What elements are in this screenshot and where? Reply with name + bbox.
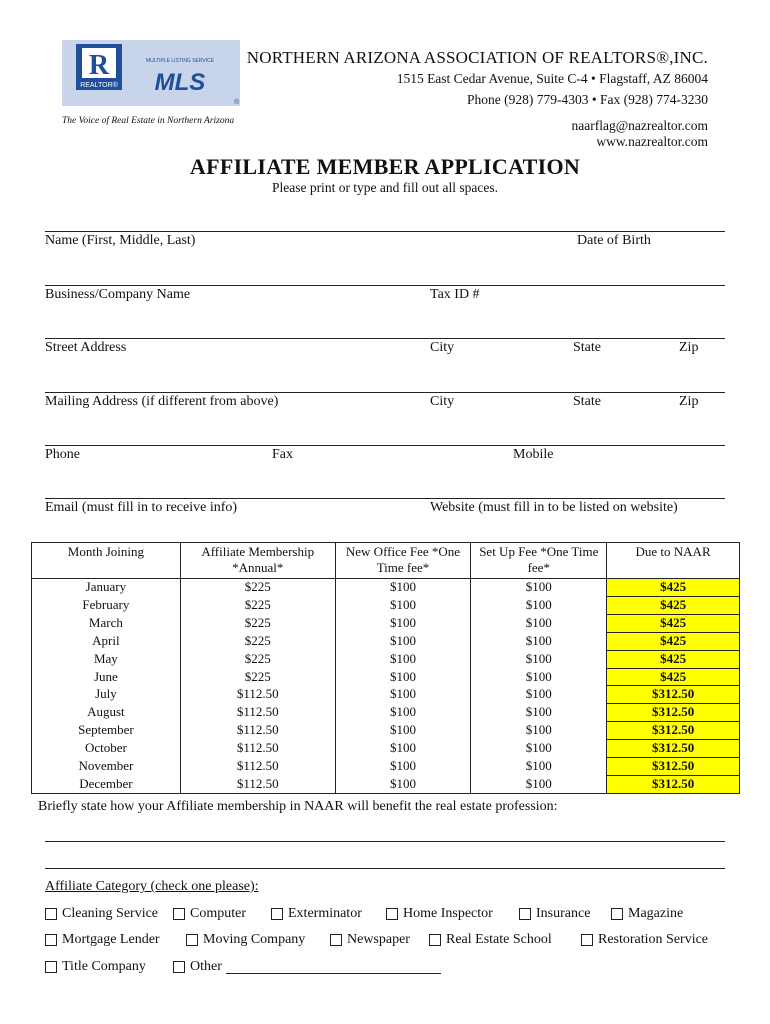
fee-table-header xyxy=(32,543,740,579)
cell-due-naar: $312.50 xyxy=(607,740,740,758)
checkbox-icon[interactable] xyxy=(271,908,283,920)
cell-month: July xyxy=(32,686,181,704)
checkbox-computer[interactable]: Computer xyxy=(173,906,246,922)
tagline: The Voice of Real Estate in Northern Arizona xyxy=(62,116,235,126)
org-website[interactable]: www.nazrealtor.com xyxy=(596,134,708,149)
cell-membership: $112.50 xyxy=(180,758,335,776)
cell-setup-fee: $100 xyxy=(471,668,607,686)
mailing-label: Mailing Address (if different from above) xyxy=(45,394,279,409)
cell-due-naar: $312.50 xyxy=(607,758,740,776)
cell-new-office-fee: $100 xyxy=(335,596,471,614)
cell-membership: $112.50 xyxy=(180,704,335,722)
name-line[interactable] xyxy=(45,231,725,232)
cell-month: October xyxy=(32,740,181,758)
cell-setup-fee: $100 xyxy=(471,596,607,614)
checkbox-icon[interactable] xyxy=(186,934,198,946)
cell-setup-fee: $100 xyxy=(471,686,607,704)
cell-membership: $225 xyxy=(180,668,335,686)
checkbox-home-inspector[interactable]: Home Inspector xyxy=(386,906,493,922)
organization-name: NORTHERN ARIZONA ASSOCIATION OF REALTORS®,INC. xyxy=(246,48,708,67)
cell-membership: $225 xyxy=(180,614,335,632)
cell-month: March xyxy=(32,614,181,632)
checkbox-icon[interactable] xyxy=(173,961,185,973)
cell-due-naar: $425 xyxy=(607,632,740,650)
checkbox-icon[interactable] xyxy=(386,908,398,920)
cell-setup-fee: $100 xyxy=(471,650,607,668)
answer-line-1[interactable] xyxy=(45,841,725,842)
cell-due-naar: $312.50 xyxy=(607,686,740,704)
table-row xyxy=(32,650,740,668)
checkbox-icon[interactable] xyxy=(581,934,593,946)
cell-membership: $225 xyxy=(180,650,335,668)
checkbox-icon[interactable] xyxy=(519,908,531,920)
mailing-state-label: State xyxy=(573,394,601,409)
cell-setup-fee: $100 xyxy=(471,758,607,776)
phone-label: Phone xyxy=(45,447,80,462)
cell-membership: $112.50 xyxy=(180,775,335,793)
checkbox-icon[interactable] xyxy=(45,934,57,946)
cell-setup-fee: $100 xyxy=(471,704,607,722)
org-phone-fax: Phone (928) 779-4303 • Fax (928) 774-3230 xyxy=(467,92,708,107)
svg-text:R: R xyxy=(88,50,110,81)
cell-due-naar: $312.50 xyxy=(607,722,740,740)
cell-setup-fee: $100 xyxy=(471,722,607,740)
cell-due-naar: $425 xyxy=(607,614,740,632)
cell-month: December xyxy=(32,775,181,793)
cell-month: May xyxy=(32,650,181,668)
cell-new-office-fee: $100 xyxy=(335,686,471,704)
logo-realtor-text: REALTOR® xyxy=(80,82,118,89)
table-row xyxy=(32,758,740,776)
checkbox-other[interactable]: Other xyxy=(173,959,441,975)
cell-month: January xyxy=(32,579,181,597)
cell-new-office-fee: $100 xyxy=(335,775,471,793)
cell-new-office-fee: $100 xyxy=(335,722,471,740)
fee-table xyxy=(31,542,740,794)
website-label: Website (must fill in to be listed on website) xyxy=(430,500,678,515)
cell-due-naar: $425 xyxy=(607,668,740,686)
table-row xyxy=(32,775,740,793)
cell-new-office-fee: $100 xyxy=(335,614,471,632)
checkbox-mortgage-lender[interactable]: Mortgage Lender xyxy=(45,932,160,948)
cell-membership: $225 xyxy=(180,632,335,650)
mailing-line[interactable] xyxy=(45,392,725,393)
cell-setup-fee: $100 xyxy=(471,775,607,793)
cell-membership: $112.50 xyxy=(180,686,335,704)
checkbox-cleaning-service[interactable]: Cleaning Service xyxy=(45,906,158,922)
checkbox-icon[interactable] xyxy=(45,908,57,920)
business-label: Business/Company Name xyxy=(45,287,191,302)
cell-new-office-fee: $100 xyxy=(335,758,471,776)
cell-setup-fee: $100 xyxy=(471,614,607,632)
cell-due-naar: $312.50 xyxy=(607,704,740,722)
name-label: Name (First, Middle, Last) xyxy=(45,233,196,248)
cell-membership: $112.50 xyxy=(180,722,335,740)
cell-new-office-fee: $100 xyxy=(335,650,471,668)
checkbox-insurance[interactable]: Insurance xyxy=(519,906,590,922)
header-new-office-fee: New Office Fee *One Time fee* xyxy=(335,543,471,579)
mobile-label: Mobile xyxy=(513,447,554,462)
table-row xyxy=(32,596,740,614)
email-label: Email (must fill in to receive info) xyxy=(45,500,238,515)
cell-due-naar: $425 xyxy=(607,596,740,614)
logo-small-text: MULTIPLE LISTING SERVICE xyxy=(145,58,215,64)
cell-new-office-fee: $100 xyxy=(335,632,471,650)
table-row xyxy=(32,614,740,632)
other-input-line[interactable] xyxy=(226,961,441,974)
zip-label: Zip xyxy=(679,340,699,355)
category-title: Affiliate Category (check one please): xyxy=(45,879,259,894)
checkbox-magazine[interactable]: Magazine xyxy=(611,906,683,922)
cell-new-office-fee: $100 xyxy=(335,740,471,758)
cell-due-naar: $425 xyxy=(607,579,740,597)
header-due-naar: Due to NAAR xyxy=(607,543,740,579)
table-row xyxy=(32,668,740,686)
cell-month: June xyxy=(32,668,181,686)
table-row xyxy=(32,740,740,758)
street-line[interactable] xyxy=(45,338,725,339)
cell-new-office-fee: $100 xyxy=(335,579,471,597)
page-subtitle: Please print or type and fill out all spaces. xyxy=(271,180,499,195)
page-title: AFFILIATE MEMBER APPLICATION xyxy=(189,154,581,179)
cell-setup-fee: $100 xyxy=(471,740,607,758)
checkbox-icon[interactable] xyxy=(45,961,57,973)
naar-mls-logo xyxy=(62,40,240,108)
cell-due-naar: $312.50 xyxy=(607,775,740,793)
checkbox-title-company[interactable]: Title Company xyxy=(45,959,146,975)
checkbox-icon[interactable] xyxy=(611,908,623,920)
answer-line-2[interactable] xyxy=(45,868,725,869)
table-row xyxy=(32,722,740,740)
checkbox-icon[interactable] xyxy=(429,934,441,946)
table-row xyxy=(32,579,740,597)
checkbox-exterminator[interactable]: Exterminator xyxy=(271,906,362,922)
cell-new-office-fee: $100 xyxy=(335,668,471,686)
header-setup-fee: Set Up Fee *One Time fee* xyxy=(471,543,607,579)
header-membership: Affiliate Membership *Annual* xyxy=(180,543,335,579)
svg-text:®: ® xyxy=(234,99,240,106)
logo-mls-text: MLS xyxy=(154,69,206,96)
table-row xyxy=(32,704,740,722)
cell-membership: $112.50 xyxy=(180,740,335,758)
benefit-question: Briefly state how your Affiliate membership in NAAR will benefit the real estate profession: xyxy=(38,799,558,814)
cell-month: November xyxy=(32,758,181,776)
business-line[interactable] xyxy=(45,285,725,286)
checkbox-real-estate-school[interactable]: Real Estate School xyxy=(429,932,552,948)
state-label: State xyxy=(573,340,601,355)
org-address: 1515 East Cedar Avenue, Suite C-4 • Flagstaff, AZ 86004 xyxy=(396,71,708,86)
table-row xyxy=(32,686,740,704)
cell-due-naar: $425 xyxy=(607,650,740,668)
cell-month: April xyxy=(32,632,181,650)
phone-line[interactable] xyxy=(45,445,725,446)
checkbox-icon[interactable] xyxy=(330,934,342,946)
cell-setup-fee: $100 xyxy=(471,579,607,597)
cell-membership: $225 xyxy=(180,579,335,597)
email-line[interactable] xyxy=(45,498,725,499)
cell-membership: $225 xyxy=(180,596,335,614)
street-label: Street Address xyxy=(45,340,127,355)
dob-label: Date of Birth xyxy=(577,233,651,248)
cell-new-office-fee: $100 xyxy=(335,704,471,722)
table-row xyxy=(32,632,740,650)
org-email[interactable]: naarflag@nazrealtor.com xyxy=(571,118,708,133)
cell-month: September xyxy=(32,722,181,740)
checkbox-restoration-service[interactable]: Restoration Service xyxy=(581,932,708,948)
tax-id-label: Tax ID # xyxy=(430,287,480,302)
cell-setup-fee: $100 xyxy=(471,632,607,650)
mailing-zip-label: Zip xyxy=(679,394,699,409)
checkbox-newspaper[interactable]: Newspaper xyxy=(330,932,410,948)
checkbox-icon[interactable] xyxy=(173,908,185,920)
cell-month: August xyxy=(32,704,181,722)
fax-label: Fax xyxy=(272,447,293,462)
mailing-city-label: City xyxy=(430,394,455,409)
header-month: Month Joining xyxy=(32,543,181,579)
city-label: City xyxy=(430,340,455,355)
checkbox-moving-company[interactable]: Moving Company xyxy=(186,932,305,948)
cell-month: February xyxy=(32,596,181,614)
